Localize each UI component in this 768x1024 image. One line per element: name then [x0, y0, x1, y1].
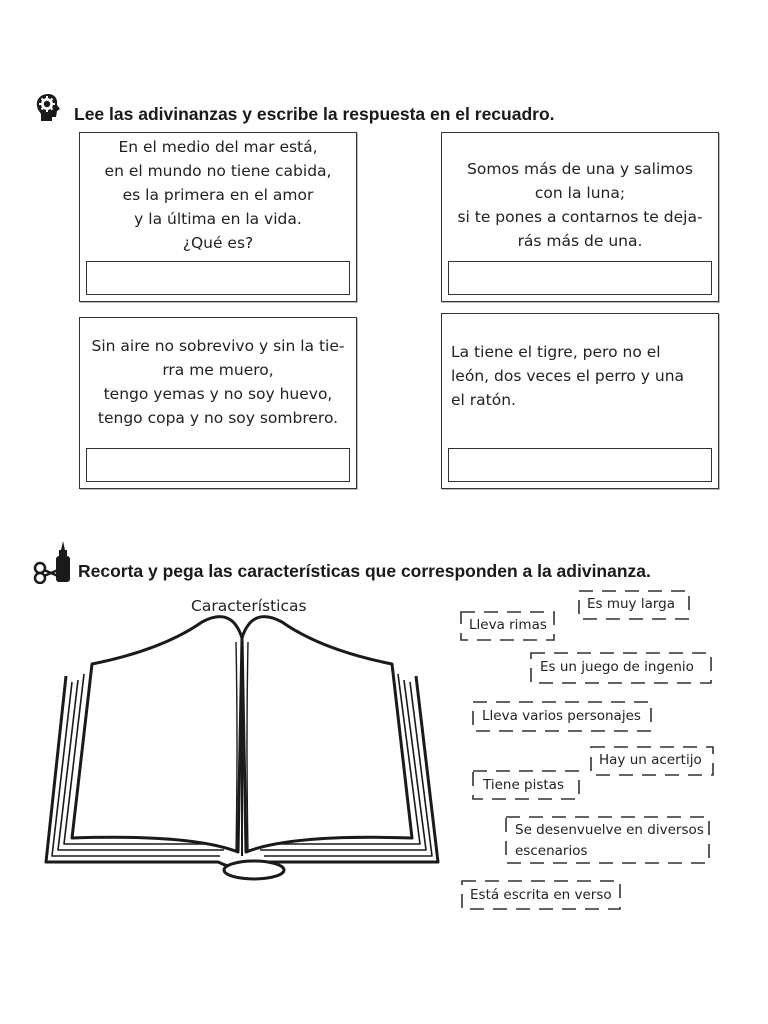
- card-label: Está escrita en verso: [470, 887, 612, 903]
- riddle-card-2: [441, 132, 719, 302]
- card-lleva-rimas[interactable]: [460, 611, 555, 641]
- card-label: Tiene pistas: [483, 777, 564, 793]
- riddle-line: rás más de una.: [517, 232, 643, 250]
- answer-field[interactable]: [448, 261, 712, 295]
- card-label: Es muy larga: [587, 596, 676, 612]
- riddle-line: Sin aire no sobrevivo y sin la tie-: [91, 337, 345, 355]
- riddle-line: tengo yemas y no soy huevo,: [103, 385, 333, 403]
- card-label-line2: escenarios: [515, 843, 588, 859]
- riddle-text: [86, 334, 350, 430]
- riddle-line: en el mundo no tiene cabida,: [104, 162, 332, 180]
- book-title: Características: [191, 597, 307, 615]
- riddle-line: tengo copa y no soy sombrero.: [97, 409, 339, 427]
- card-label: Lleva rimas: [469, 617, 547, 633]
- scissors-glue-icon: [32, 540, 74, 584]
- riddle-text: [448, 157, 712, 253]
- open-book-illustration: [42, 612, 442, 884]
- riddle-line: La tiene el tigre, pero no el: [451, 343, 661, 361]
- riddle-line: león, dos veces el perro y una: [451, 367, 685, 385]
- card-tiene-pistas[interactable]: [472, 770, 580, 800]
- riddle-card-3: [79, 317, 357, 489]
- card-label: Hay un acertijo: [599, 752, 702, 768]
- card-es-muy-larga[interactable]: [578, 590, 690, 620]
- card-label: Es un juego de ingenio: [540, 659, 694, 675]
- riddle-text: [86, 135, 350, 255]
- card-hay-un-acertijo[interactable]: [590, 746, 714, 776]
- card-escrita-en-verso[interactable]: [461, 880, 621, 910]
- answer-field[interactable]: [86, 448, 350, 482]
- riddle-line: con la luna;: [534, 184, 626, 202]
- card-label: Se desenvuelve en diversos: [515, 822, 704, 838]
- card-diversos-escenarios[interactable]: [505, 816, 710, 864]
- riddle-line: ¿Qué es?: [182, 234, 254, 252]
- riddle-line: Somos más de una y salimos: [467, 160, 693, 178]
- riddle-card-4: [441, 313, 719, 489]
- riddle-line: si te pones a contarnos te deja-: [457, 208, 703, 226]
- riddle-card-1: [79, 132, 357, 302]
- card-label: Lleva varios personajes: [482, 708, 641, 724]
- head-thinking-icon: [34, 92, 66, 124]
- answer-field[interactable]: [86, 261, 350, 295]
- card-varios-personajes[interactable]: [472, 701, 652, 732]
- answer-field[interactable]: [448, 448, 712, 482]
- riddle-line: En el medio del mar está,: [118, 138, 318, 156]
- riddle-line: el ratón.: [451, 391, 516, 409]
- riddle-text: [451, 340, 712, 412]
- section2-instruction: Recorta y pega las características que corresponden a la adivinanza.: [78, 561, 651, 581]
- riddle-line: y la última en la vida.: [134, 210, 302, 228]
- riddle-line: es la primera en el amor: [122, 186, 314, 204]
- card-juego-de-ingenio[interactable]: [530, 652, 712, 684]
- riddle-line: rra me muero,: [162, 361, 274, 379]
- section1-instruction: Lee las adivinanzas y escribe la respuesta en el recuadro.: [74, 104, 555, 124]
